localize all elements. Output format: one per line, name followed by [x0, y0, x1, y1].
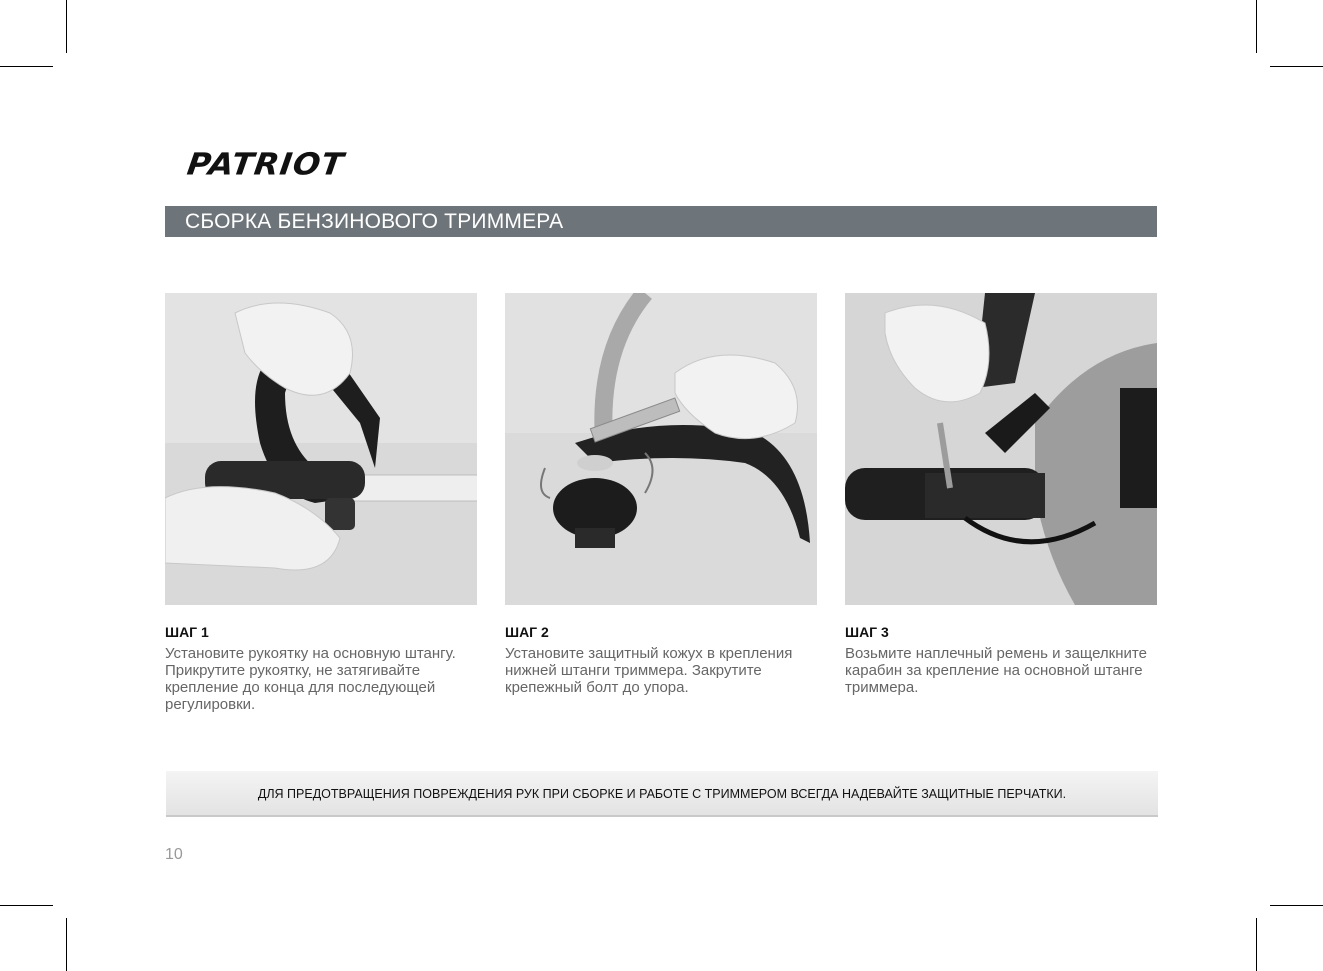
crop-mark	[1270, 905, 1323, 906]
step-2-title: ШАГ 2	[505, 624, 549, 640]
step-2	[505, 624, 817, 696]
crop-mark	[66, 918, 67, 971]
step-1	[165, 624, 477, 713]
step-1-text: Установите рукоятку на основную штангу. Прикрутите рукоятку, не затягивайте крепление до конца для последующей регулировки.	[165, 645, 456, 713]
safety-warning: ДЛЯ ПРЕДОТВРАЩЕНИЯ ПОВРЕЖДЕНИЯ РУК ПРИ СБОРКЕ И РАБОТЕ С ТРИММЕРОМ ВСЕГДА НАДЕВАЙТЕ ЗАЩИТНЫЕ ПЕРЧАТКИ.	[166, 771, 1158, 817]
step-1-photo	[165, 293, 477, 605]
step-3-photo	[845, 293, 1157, 605]
crop-mark	[1270, 66, 1323, 67]
crop-mark	[1256, 0, 1257, 53]
crop-mark	[66, 0, 67, 53]
section-title: СБОРКА БЕНЗИНОВОГО ТРИММЕРА	[165, 206, 1157, 237]
step-2-text: Установите защитный кожух в крепления нижней штанги триммера. Закрутите крепежный болт до упора.	[505, 645, 793, 696]
brand-logo: PATRIOT	[184, 146, 347, 183]
crop-mark	[1256, 918, 1257, 971]
page-number: 10	[165, 846, 183, 863]
step-3-title: ШАГ 3	[845, 624, 889, 640]
step-2-photo	[505, 293, 817, 605]
crop-mark	[0, 66, 53, 67]
step-3-text: Возьмите наплечный ремень и защелкните карабин за крепление на основной штанге триммера.	[845, 645, 1147, 696]
crop-mark	[0, 905, 53, 906]
step-3	[845, 624, 1157, 696]
step-1-title: ШАГ 1	[165, 624, 209, 640]
